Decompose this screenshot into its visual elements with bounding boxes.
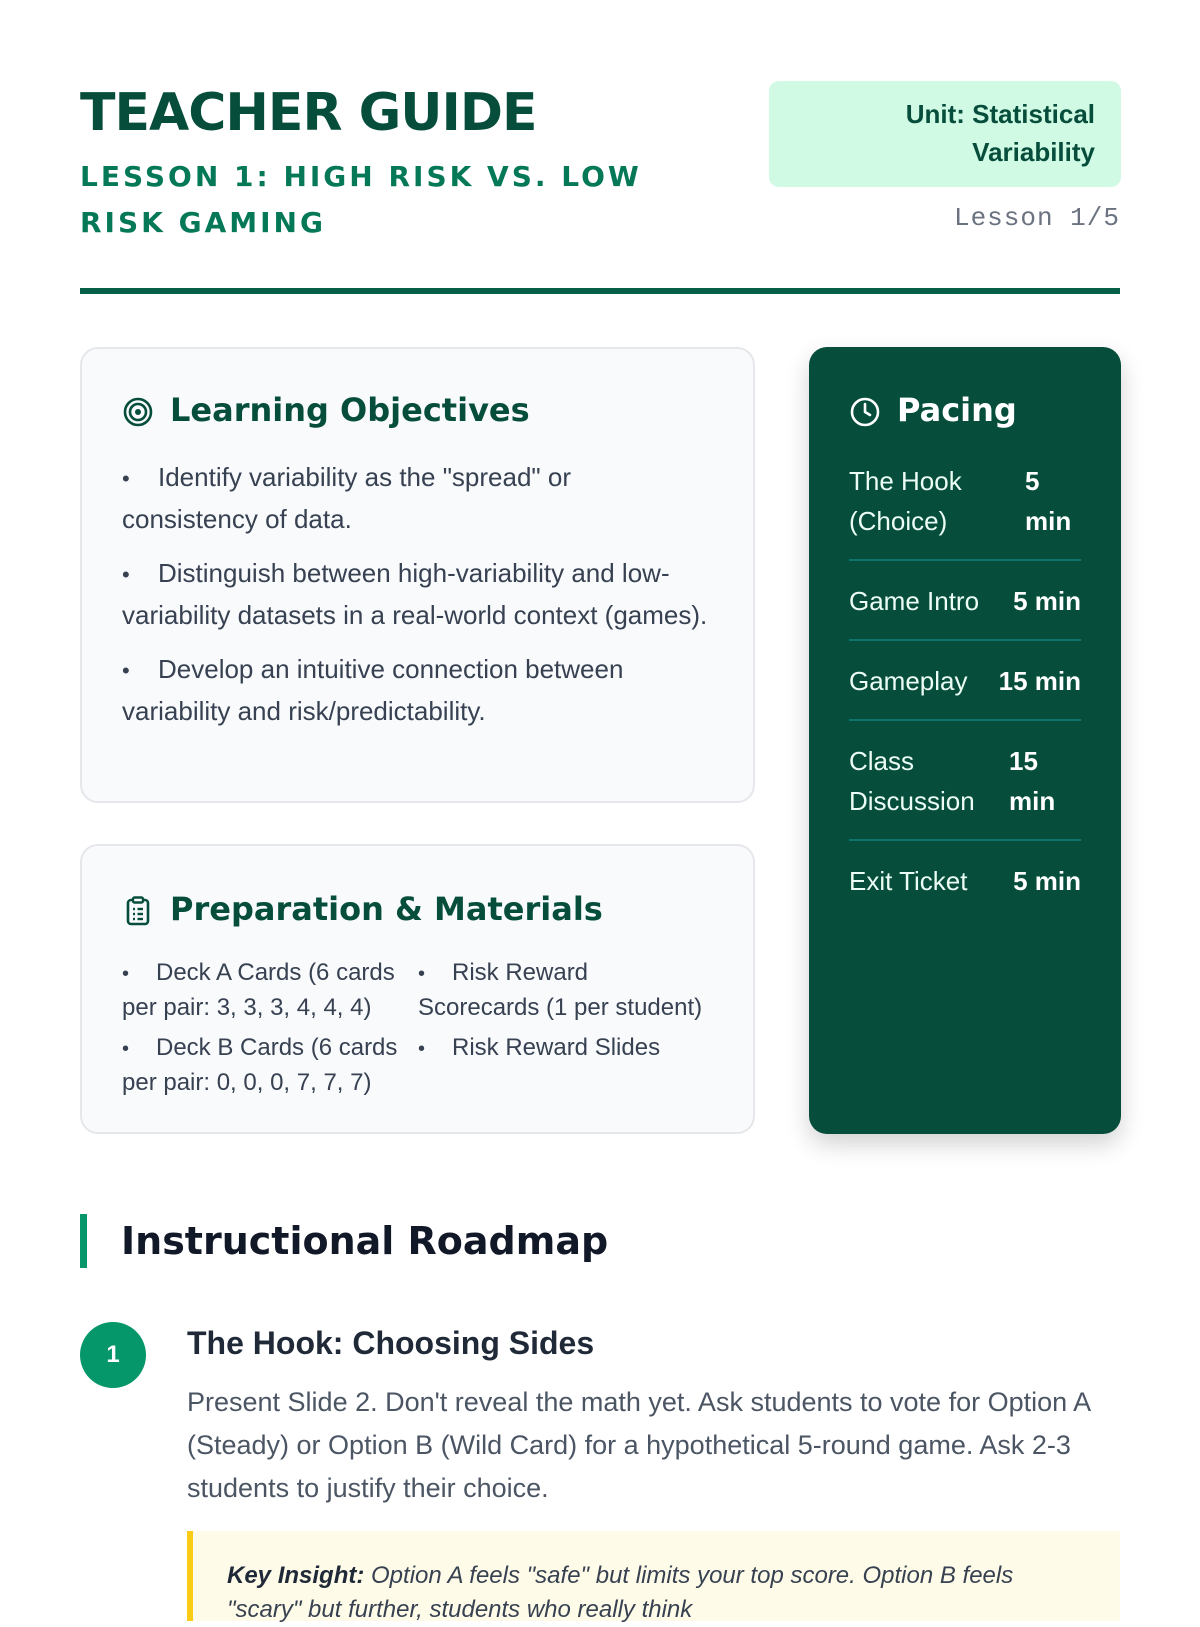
pacing-activity: Class Discussion [849, 746, 975, 816]
material-item: • Deck A Cards (6 cards per pair: 3, 3, 3, 4, 4, 4) [122, 956, 417, 1025]
roadmap-heading: Instructional Roadmap [80, 1214, 608, 1268]
guide-header [80, 0, 1120, 294]
pacing-time: 5 min [1025, 466, 1072, 536]
pacing-activity: Exit Ticket [849, 866, 968, 896]
objectives-list [122, 457, 713, 731]
pacing-activity: Game Intro [849, 586, 980, 616]
pacing-activity: The Hook (Choice) [849, 466, 962, 536]
lesson-title: LESSON 1: HIGH RISK VS. LOW RISK GAMING [80, 160, 642, 239]
materials-columns [122, 956, 713, 1106]
learning-objectives-heading [122, 387, 713, 433]
material-item: • Risk Reward Scorecards (1 per student) [418, 956, 713, 1025]
step-description: Present Slide 2. Don't reveal the math yet. Ask students to vote for Option A (Steady) or Option B (Wild Card) for a hypothetical 5-round game. Ask 2-3 students to justify their choice. [187, 1387, 1090, 1503]
key-insight-text: Option A feels "safe" but limits your top score. Option B feels "scary" but further, students who really think [227, 1562, 1014, 1623]
pacing-row [849, 731, 1081, 841]
step-title: The Hook: Choosing Sides [187, 1325, 595, 1361]
pacing-time: 5 min [1013, 586, 1081, 616]
teacher-guide-page [80, 0, 1120, 1623]
objective-item: • Distinguish between high-variability and low-variability datasets in a real-world context (games). [122, 553, 713, 635]
pacing-row [849, 851, 1081, 919]
pacing-time: 15 min [998, 666, 1081, 696]
pacing-time: 5 min [1013, 866, 1081, 896]
unit-badge: Unit: Statistical Variability [769, 81, 1121, 187]
objective-item: • Develop an intuitive connection between variability and risk/predictability. [122, 649, 713, 731]
materials-column-1 [122, 956, 417, 1106]
pacing-row [849, 571, 1081, 641]
preparation-materials-heading [122, 886, 713, 932]
lesson-count: Lesson 1/5 [953, 203, 1120, 233]
material-item: • Deck B Cards (6 cards per pair: 0, 0, 0, 7, 7, 7) [122, 1031, 417, 1100]
key-insight-callout [187, 1531, 1120, 1621]
preparation-materials-label: Preparation & Materials [170, 890, 603, 928]
clock-icon [849, 394, 881, 426]
step-number-badge: 1 [80, 1322, 146, 1388]
objective-item: • Identify variability as the "spread" or consistency of data. [122, 457, 713, 539]
pacing-time: 15 min [1009, 746, 1056, 816]
target-icon [122, 394, 154, 426]
pacing-activity: Gameplay [849, 666, 968, 696]
material-item: • Risk Reward Slides [418, 1031, 713, 1066]
pacing-row [849, 451, 1081, 561]
preparation-materials-card [80, 844, 755, 1134]
learning-objectives-label: Learning Objectives [170, 391, 530, 429]
clipboard-icon [122, 893, 154, 925]
learning-objectives-card [80, 347, 755, 803]
key-insight-label: Key Insight: [227, 1562, 365, 1589]
pacing-panel [809, 347, 1121, 1134]
materials-column-2 [418, 956, 713, 1106]
pacing-label: Pacing [897, 391, 1017, 429]
pacing-row [849, 651, 1081, 721]
header-divider [80, 288, 1120, 294]
pacing-heading [849, 387, 1081, 433]
document-title: TEACHER GUIDE [80, 83, 537, 143]
